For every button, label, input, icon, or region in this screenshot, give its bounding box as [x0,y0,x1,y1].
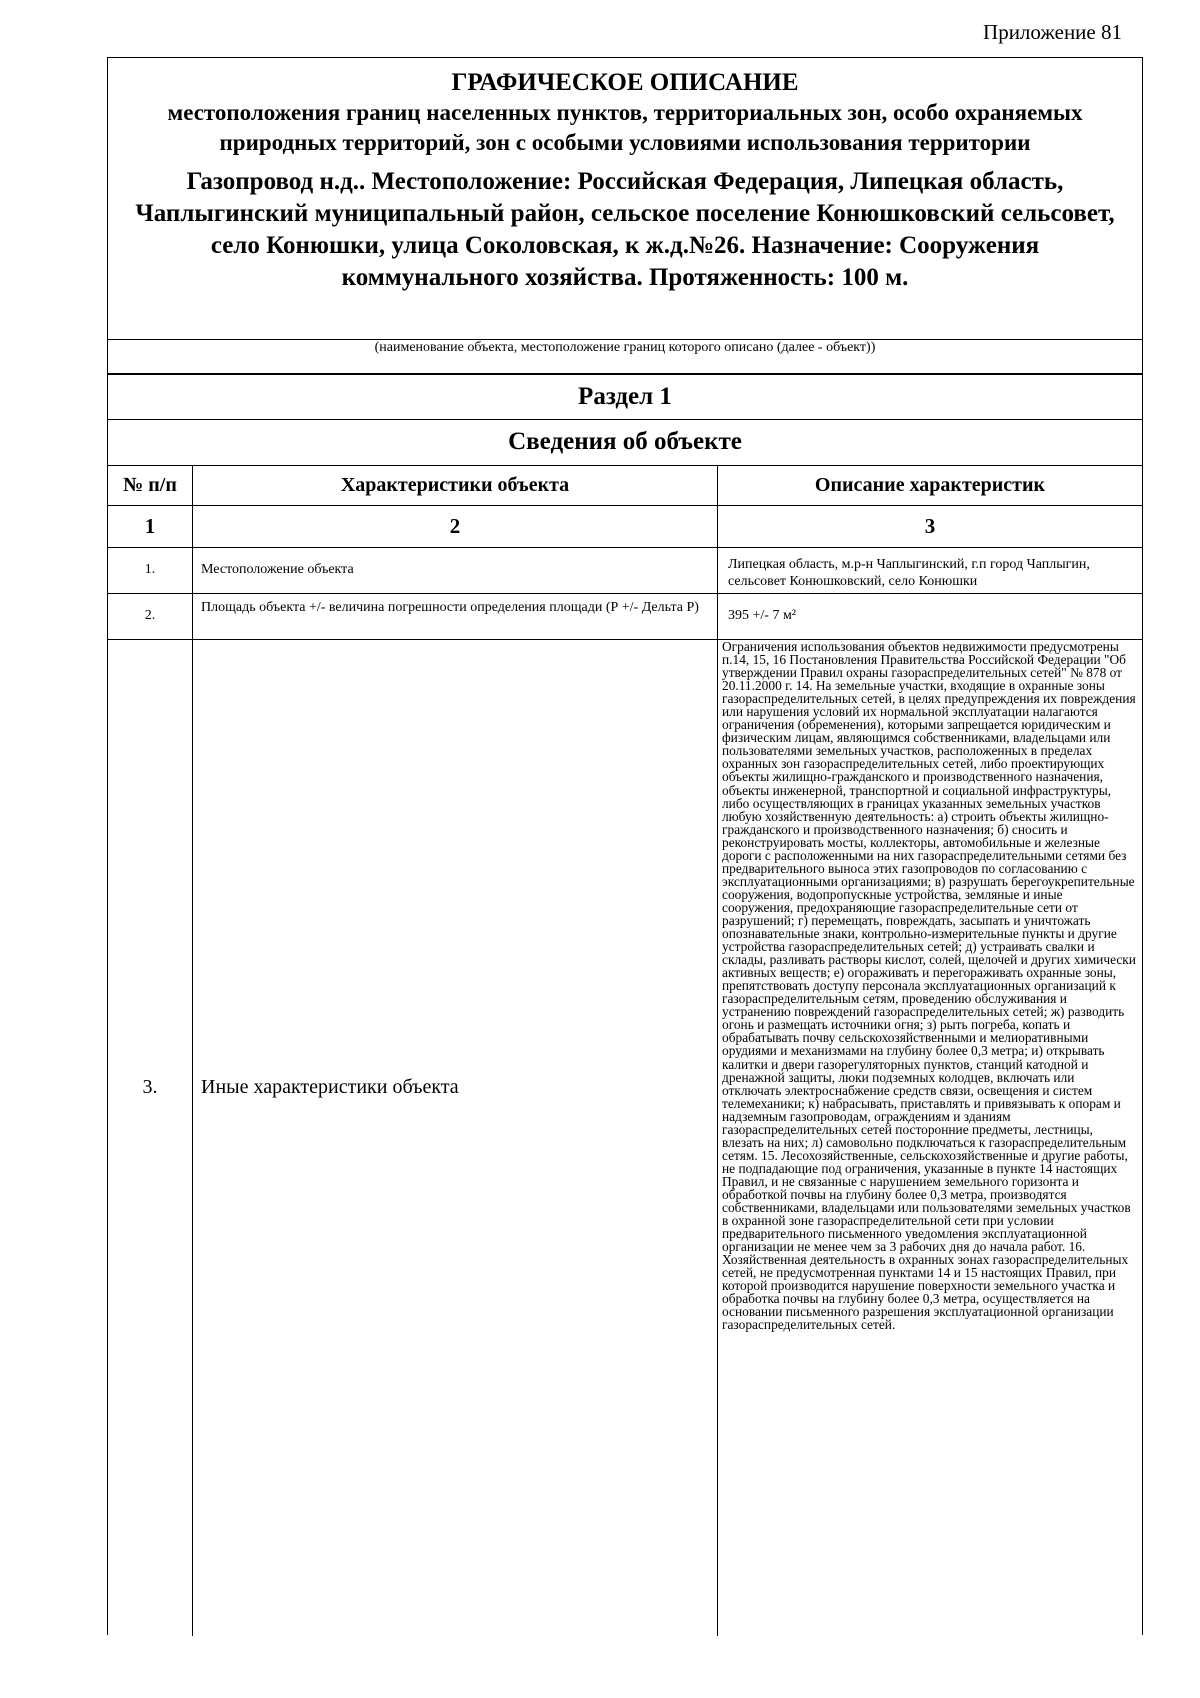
row-characteristic: Местоположение объекта [193,548,718,593]
row-description: 395 +/- 7 м² [728,608,797,623]
row-number: 2. [108,594,193,639]
appendix-label: Приложение 81 [983,20,1122,44]
row-number: 1. [108,548,193,593]
document-title: ГРАФИЧЕСКОЕ ОПИСАНИЕ [451,69,799,96]
table-row [108,548,1142,594]
column-number: 2 [193,506,718,547]
row-number: 3. [142,1076,158,1098]
row-characteristic: Площадь объекта +/- величина погрешности определения площади (Р +/- Дельта Р) [193,594,718,639]
object-name: Газопровод н.д.. Местоположение: Российская Федерация, Липецкая область, Чаплыгинский муниципальный район, сельское поселение Конюшковский сельсовет, село Конюшки, улица Соколовская, к ж.д.№26. Назначение: Сооружения коммунального хозяйства. Протяженность: 100 м. [135,168,1115,291]
document-subtitle: местоположения границ населенных пунктов, территориальных зон, особо охраняемых природных территорий, зон с особыми условиями использования территории [167,100,1083,155]
row-description: Липецкая область, м.р-н Чаплыгинский, г.п город Чаплыгин, сельсовет Конюшковский, село Конюшки [728,557,1090,589]
table-number-row [108,506,1142,548]
table-header-row [108,466,1142,506]
table-header-cell: Описание характеристик [814,474,1046,496]
row-description: Ограничения использования объектов недвижимости предусмотрены п.14, 15, 16 Постановления Правительства Российской Федерации "Об утверждении Правил охраны газораспределительных сетей" № 878 от 20.11.2000 г. 14. На земельные участки, входящие в охранные зоны газораспределительных сетей, в целях предупреждения их повреждения или нарушения условий их нормальной эксплуатации налагаются ограничения (обременения), которыми запрещается юридическим и физическим лицам, являющимся собственниками, владельцами или пользователями земельных участков, расположенных в пределах охранных зон газораспределительных сетей, либо проектирующих объекты жилищно-гражданского и производственного назначения, объекты инженерной, транспортной и социальной инфраструктуры, либо осуществляющих в границах указанных земельных участков любую хозяйственную деятельность: а) строить объекты жилищно-гражданского и производственного назначения; б) сносить и реконструировать мосты, коллекторы, автомобильные и железные дороги с расположенными на них газораспределительными сетями без предварительного выноса этих газопроводов по согласованию с эксплуатационными организациями; в) разрушать берегоукрепительные сооружения, водопропускные устройства, земляные и иные сооружения, предохраняющие газораспределительные сети от разрушений; г) перемещать, повреждать, засыпать и уничтожать опознавательные знаки, контрольно-измерительные пункты и другие устройства газораспределительных сетей; д) устраивать свалки и склады, разливать растворы кислот, солей, щелочей и других химически активных веществ; е) огораживать и перегораживать охранные зоны, препятствовать доступу персонала эксплуатационных организаций к газораспределительным сетям, проведению обслуживания и устранению повреждений газораспределительных сетей; ж) разводить огонь и размещать источники огня; з) рыть погреба, копать и обрабатывать почву сельскохозяйственными и мелиоративными орудиями и механизмами на глубину более 0,3 метра; и) открывать калитки и двери газорегуляторных пунктов, станций катодной и дренажной защиты, люки подземных колодцев, включать или отключать электроснабжение средств связи, освещения и систем телемеханики; к) набрасывать, приставлять и привязывать к опорам и надземным газопроводам, ограждениям и зданиям газораспределительных сетей посторонние предметы, лестницы, влезать на них; л) самовольно подключаться к газораспределительным сетям. 15. Лесохозяйственные, сельскохозяйственные и другие работы, не подпадающие под ограничения, указанные в пункте 14 настоящих Правил, и не связанные с нарушением земельного горизонта и обработкой почвы на глубину более 0,3 метра, производятся собственниками, владельцами или пользователями земельных участков в охранной зоне газораспределительной сети при условии предварительного письменного уведомления эксплуатационной организации не менее чем за 3 рабочих дня до начала работ. 16. Хозяйственная деятельность в охранных зонах газораспределительных сетей, не предусмотренная пунктами 14 и 15 настоящих Правил, при которой производится нарушение поверхности земельного участка и обработка почвы на глубину более 0,3 метра, осуществляется на основании письменного разрешения эксплуатационной организации газораспределительных сетей. [722,640,1136,1333]
table-header-cell: Характеристики объекта [193,466,718,505]
table-header-cell: № п/п [108,466,193,505]
row-characteristic-cell [193,640,718,1636]
document-frame [107,57,1143,1635]
row-characteristic: Иные характеристики объекта [201,1076,459,1098]
document-header [108,58,1142,340]
table-row [108,594,1142,640]
section-title: Раздел 1 [108,374,1142,420]
section-subtitle: Сведения об объекте [108,420,1142,466]
object-caption: (наименование объекта, местоположение границ которого описано (далее - объект)) [108,340,1142,374]
table-row [108,640,1142,1636]
column-number: 1 [108,506,193,547]
column-number: 3 [924,514,936,538]
row-number-cell [108,640,193,1636]
